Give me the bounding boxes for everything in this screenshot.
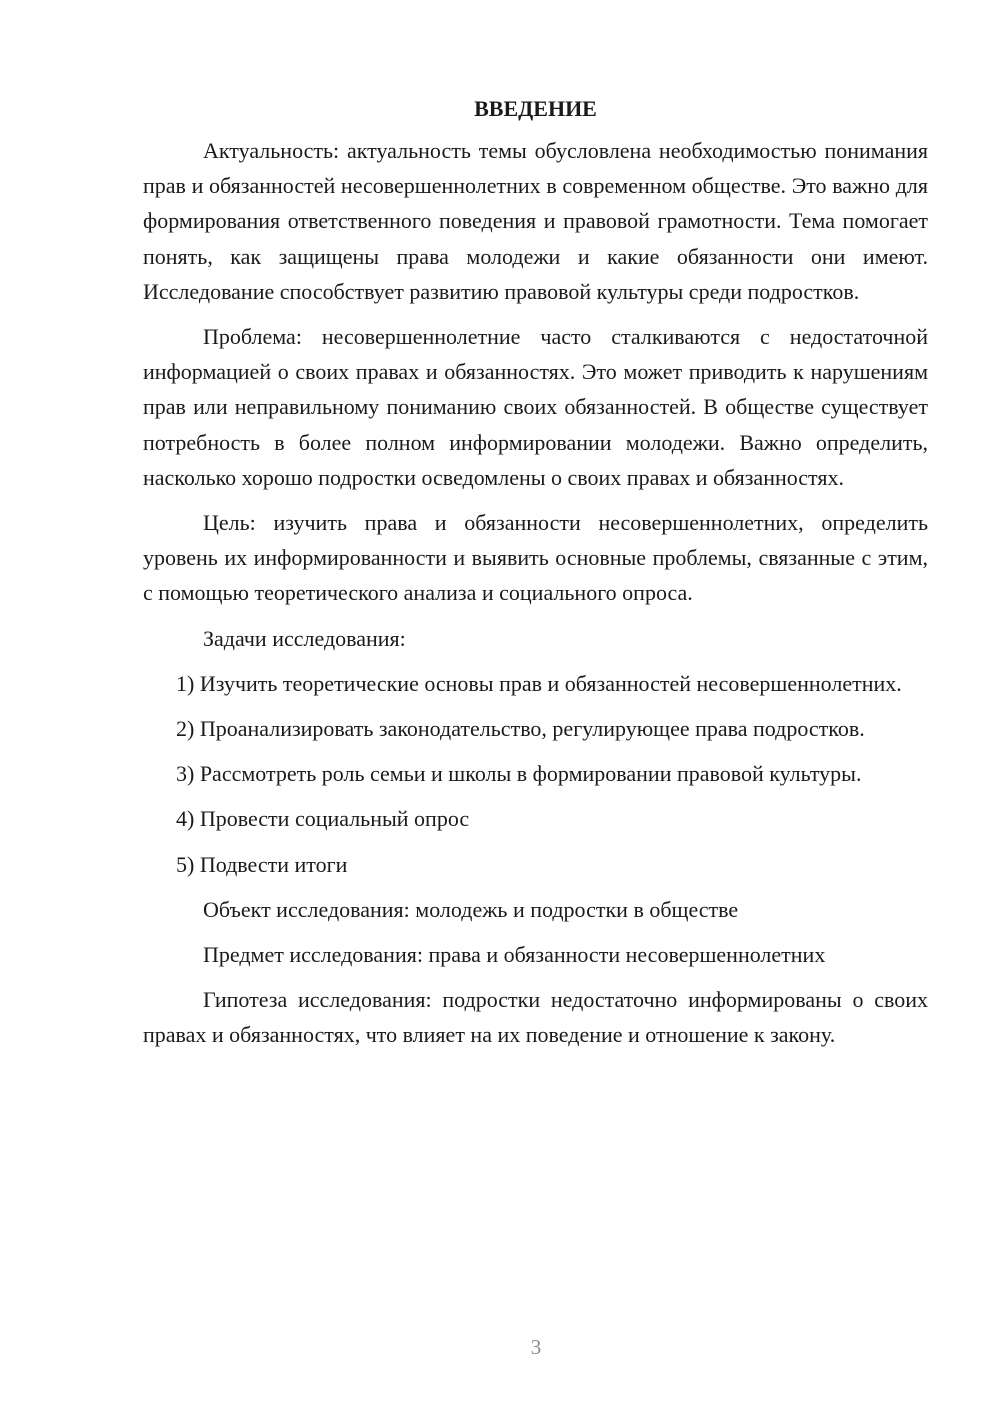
task-item-5: 5) Подвести итоги — [176, 851, 348, 877]
goal-paragraph: Цель: изучить права и обязанности несовершеннолетних, определить уровень их информированности и выявить основные проблемы, связанные с этим, с помощью теоретического анализа и социального опроса. — [143, 510, 928, 606]
page-title: ВВЕДЕНИЕ — [474, 96, 597, 121]
task-item-3: 3) Рассмотреть роль семьи и школы в формировании правовой культуры. — [176, 761, 862, 787]
task-item-2: 2) Проанализировать законодательство, регулирующее права подростков. — [176, 716, 865, 742]
tasks-heading: Задачи исследования: — [203, 625, 406, 651]
task-item-4: 4) Провести социальный опрос — [176, 806, 470, 832]
research-hypothesis: Гипотеза исследования: подростки недостаточно информированы о своих правах и обязанностях, что влияет на их поведение и отношение к закону. — [143, 987, 928, 1048]
document-body — [143, 92, 928, 1053]
page-number: 3 — [530, 1335, 542, 1359]
research-subject: Предмет исследования: права и обязанности несовершеннолетних — [203, 942, 826, 968]
task-item-1: 1) Изучить теоретические основы прав и обязанностей несовершеннолетних. — [176, 670, 902, 696]
problem-paragraph: Проблема: несовершеннолетние часто сталкиваются с недостаточной информацией о своих правах и обязанностях. Это может приводить к нарушениям прав или неправильному пониманию своих обязанностей. В обществе существует потребность в более полном информировании молодежи. Важно определить, насколько хорошо подростки осведомлены о своих правах и обязанностях. — [143, 324, 928, 490]
research-object: Объект исследования: молодежь и подростки в обществе — [203, 896, 739, 922]
relevance-paragraph: Актуальность: актуальность темы обусловлена необходимостью понимания прав и обязанностей несовершеннолетних в современном обществе. Это важно для формирования ответственного поведения и правовой грамотности. Тема помогает понять, как защищены права молодежи и какие обязанности они имеют. Исследование способствует развитию правовой культуры среди подростков. — [143, 138, 928, 304]
